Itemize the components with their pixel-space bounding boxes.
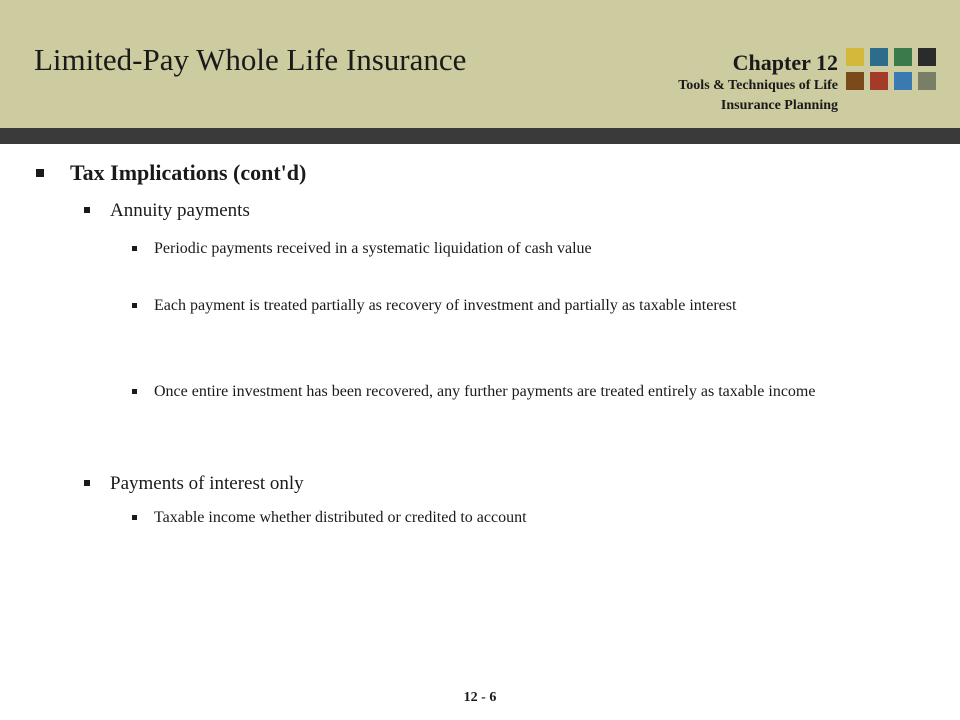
color-swatch [918,72,936,90]
square-bullet-icon [132,303,137,308]
bullet-interest-only [84,473,304,495]
chapter-block [678,50,838,116]
sub-bullet [132,238,912,260]
bullet-annuity-payments [84,200,250,222]
sub-bullet-text: Taxable income whether distributed or credited to account [154,509,527,526]
square-bullet-icon [132,389,137,394]
square-bullet-icon [36,169,44,177]
slide-title: Limited-Pay Whole Life Insurance [34,42,467,77]
sub-bullet-text: Once entire investment has been recovered, any further payments are treated entirely as taxable income [154,383,816,400]
chapter-title: Chapter 12 [732,50,838,75]
sub-bullet [132,381,912,403]
bullet-text: Payments of interest only [110,473,304,494]
sub-bullet-text: Each payment is treated partially as recovery of investment and partially as taxable interest [154,297,737,314]
sub-bullet [132,507,912,529]
chapter-subtitle-line1: Tools & Techniques of Life [678,78,838,93]
chapter-subtitle-line2: Insurance Planning [720,98,838,113]
color-swatch [918,48,936,66]
sub-bullet-text: Periodic payments received in a systematic liquidation of cash value [154,240,592,257]
square-bullet-icon [84,480,90,486]
color-swatch-grid [846,48,936,90]
square-bullet-icon [84,207,90,213]
bullet-text: Annuity payments [110,200,250,221]
color-swatch [894,48,912,66]
page-number: 12 - 6 [463,690,497,705]
header-band [0,0,960,128]
heading-text: Tax Implications (cont'd) [70,160,307,185]
color-swatch [894,72,912,90]
bullet-heading [36,160,306,186]
color-swatch [846,48,864,66]
color-swatch [846,72,864,90]
color-swatch [870,72,888,90]
square-bullet-icon [132,515,137,520]
color-swatch [870,48,888,66]
header-rule [0,128,960,144]
sub-bullet [132,295,912,317]
square-bullet-icon [132,246,137,251]
